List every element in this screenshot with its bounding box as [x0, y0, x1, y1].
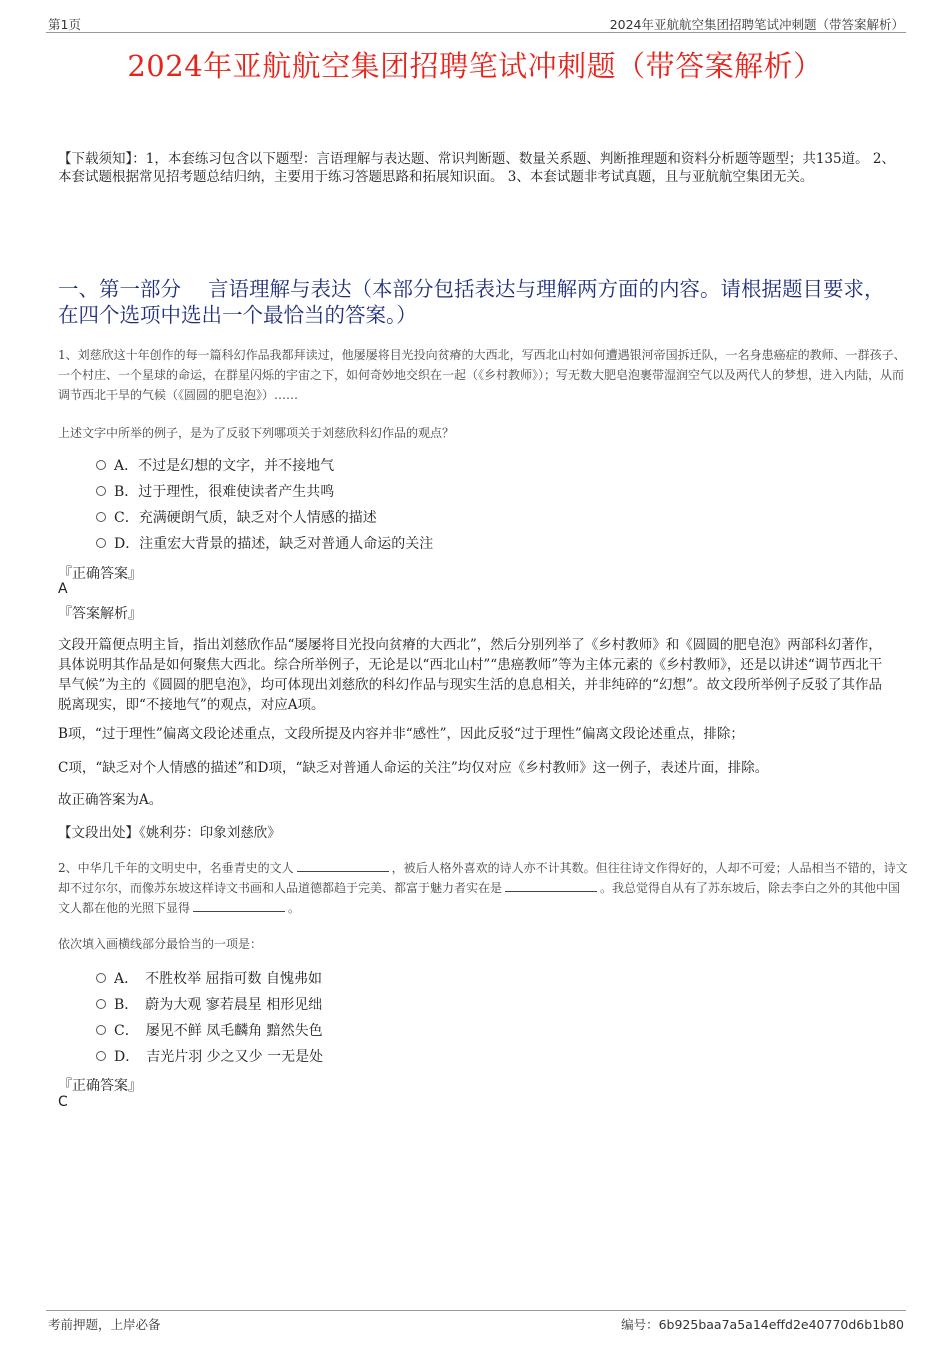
option-label: C． 屡见不鲜 凤毛麟角 黯然失色 — [114, 1023, 323, 1039]
document-title: 2024年亚航航空集团招聘笔试冲刺题（带答案解析） — [127, 49, 823, 83]
radio-icon[interactable] — [96, 460, 106, 470]
option-label: A． 不胜枚举 屈指可数 自愧弗如 — [114, 971, 323, 987]
footer-code — [621, 1315, 904, 1333]
question-2-answer-label: 『正确答案』 — [58, 1078, 142, 1094]
question-1-analysis-label: 『答案解析』 — [58, 606, 142, 622]
footer-code-label: 编号： — [621, 1317, 659, 1332]
fill-blank — [297, 859, 389, 872]
footer-slogan: 考前押题，上岸必备 — [48, 1317, 161, 1332]
question-2-ask: 依次填入画横线部分最恰当的一项是： — [58, 937, 263, 951]
radio-icon[interactable] — [96, 538, 106, 548]
footer-code-value: 6b925baa7a5a14effd2e40770d6b1b80 — [658, 1317, 904, 1332]
question-2-option-a[interactable] — [96, 968, 322, 988]
option-label: C．充满硬朗气质，缺乏对个人情感的描述 — [114, 510, 377, 526]
radio-icon[interactable] — [96, 999, 106, 1009]
radio-icon[interactable] — [96, 512, 106, 522]
question-1-ask: 上述文字中所举的例子，是为了反驳下列哪项关于刘慈欣科幻作品的观点？ — [58, 426, 455, 440]
header-doc-title: 2024年亚航航空集团招聘笔试冲刺题（带答案解析） — [609, 17, 904, 32]
question-1-analysis-b: B项，“过于理性”偏离文段论述重点，文段所提及内容并非“感性”，因此反驳“过于理性”偏离文段论述重点，排除； — [58, 726, 744, 742]
stem-part: 。我总觉得自从有了苏东坡后，除去李白之外的其他中国文人都在他的光照下显得 — [58, 881, 901, 915]
stem-part: 。 — [288, 901, 301, 915]
fill-blank — [193, 899, 285, 912]
question-1-analysis-c: C项，“缺乏对个人情感的描述”和D项，“缺乏对普通人命运的关注”均仅对应《乡村教师》这一例子，表述片面，排除。 — [58, 760, 769, 776]
question-2-option-d[interactable] — [96, 1046, 323, 1066]
fill-blank — [505, 879, 597, 892]
option-label: D．注重宏大背景的描述，缺乏对普通人命运的关注 — [114, 536, 434, 552]
radio-icon[interactable] — [96, 1051, 106, 1061]
download-notice: 【下载须知】：1，本套练习包含以下题型：言语理解与表达题、常识判断题、数量关系题、判断推理题和资料分析题等题型；共135道。 2、本套试题根据常见招考题总结归纳，主要用于练习答题思路和拓展知识面。 3、本套试题非考试真题，且与亚航航空集团无关。 — [58, 151, 895, 185]
question-1-source: 【文段出处】《姚利芬：印象刘慈欣》 — [58, 825, 281, 841]
question-2-option-c[interactable] — [96, 1020, 323, 1040]
question-1-option-c[interactable] — [96, 507, 377, 527]
question-1-analysis-main: 文段开篇便点明主旨，指出刘慈欣作品“屡屡将目光投向贫瘠的大西北”，然后分别列举了《乡村教师》和《圆圆的肥皂泡》两部科幻著作，具体说明其作品是如何聚焦大西北。综合所举例子，无论是以“西北山村”“患癌教师”等为主体元素的《乡村教师》，还是以讲述“调节西北干旱气候”为主的《圆圆的肥皂泡》，均可体现出刘慈欣的科幻作品与现实生活的息息相关，并非纯碎的“幻想”。故文段所举例子反驳了其作品脱离现实，即“不接地气”的观点，对应A项。 — [58, 637, 883, 713]
question-2-option-b[interactable] — [96, 994, 322, 1014]
question-2-answer: C — [58, 1094, 68, 1110]
page-header — [46, 14, 906, 33]
question-1-answer-label: 『正确答案』 — [58, 566, 142, 582]
page-footer — [46, 1310, 906, 1333]
option-label: D． 吉光片羽 少之又少 一无是处 — [114, 1049, 324, 1065]
question-1-conclusion: 故正确答案为A。 — [58, 792, 163, 808]
page-number: 第1页 — [48, 17, 81, 32]
option-label: B． 蔚为大观 寥若晨星 相形见绌 — [114, 997, 323, 1013]
question-1-answer: A — [58, 581, 68, 597]
question-1-option-d[interactable] — [96, 533, 433, 553]
radio-icon[interactable] — [96, 1025, 106, 1035]
option-label: A．不过是幻想的文字，并不接地气 — [114, 458, 335, 474]
stem-part: ，被后人格外喜欢的诗人亦不计其数。但往往诗文作得好的，人却不可爱；人品相当不错的，诗文却不过尔尔，而像苏东坡这样诗文书画和人品道德都趋于完美、都富于魅力者实在是 — [58, 861, 908, 895]
section-title: 一、第一部分 言语理解与表达（本部分包括表达与理解两方面的内容。请根据题目要求，在四个选项中选出一个最恰当的答案。） — [58, 277, 885, 327]
question-2-stem — [58, 858, 908, 918]
question-1-stem: 1、刘慈欣这十年创作的每一篇科幻作品我都拜读过，他屡屡将目光投向贫瘠的大西北，写西北山村如何遭遇银河帝国拆迁队，一名身患癌症的教师、一群孩子、一个村庄、一个星球的命运，在群星闪烁的宇宙之下，如何奇妙地交织在一起（《乡村教师》）；写无数大肥皂泡裹带湿润空气以及两代人的梦想，进入内陆，从而调节西北干旱的气候（《圆圆的肥皂泡》）…… — [58, 348, 906, 402]
radio-icon[interactable] — [96, 973, 106, 983]
stem-part: 2、中华几千年的文明史中，名垂青史的文人 — [58, 861, 294, 875]
question-1-option-a[interactable] — [96, 455, 334, 475]
radio-icon[interactable] — [96, 486, 106, 496]
question-1-option-b[interactable] — [96, 481, 334, 501]
option-label: B．过于理性，很难使读者产生共鸣 — [114, 484, 335, 500]
